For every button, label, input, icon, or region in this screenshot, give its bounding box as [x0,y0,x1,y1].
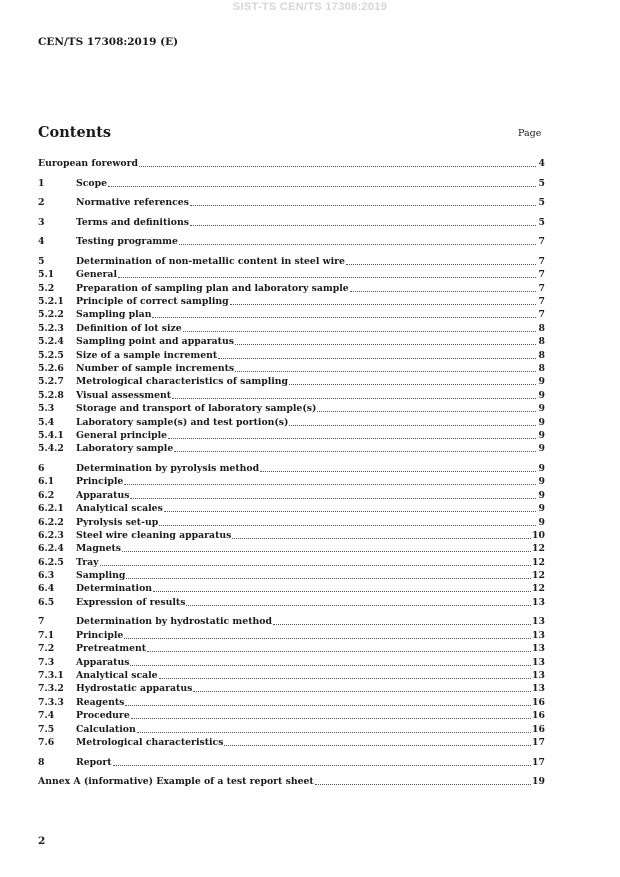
toc-entry-number: 5.2.8 [38,389,64,401]
toc-entry-number: 5.3 [38,403,55,415]
toc-entry[interactable] [38,502,545,515]
toc-dot-leader [137,723,531,733]
toc-dot-leader [289,416,536,426]
toc-entry-page: 9 [538,376,545,388]
toc-entry-page: 9 [538,503,545,515]
toc-entry-title: Pyrolysis set-up [76,516,159,528]
watermark: SIST-TS CEN/TS 17308:2019 [232,1,388,13]
toc-entry-title: Calculation [76,723,136,735]
toc-entry-page: 19 [532,776,545,788]
toc-entry-title: Analytical scales [76,503,163,515]
toc-dot-leader [315,775,531,785]
toc-entry-page: 13 [532,616,545,628]
toc-entry-title: Laboratory sample(s) and test portion(s) [76,416,289,428]
toc-dot-leader [317,402,536,412]
toc-entry-page: 13 [532,643,545,655]
toc-entry-page: 9 [538,389,545,401]
toc-entry-number: 5.4 [38,416,55,428]
toc-entry-title: Determination [76,583,153,595]
toc-dot-leader [172,389,536,399]
toc-entry-page: 16 [532,723,545,735]
toc-entry[interactable] [38,516,545,529]
toc-entry-title: General principle [76,429,168,441]
toc-entry[interactable] [38,308,545,321]
page-number: 2 [38,835,46,847]
toc-dot-leader [224,736,531,746]
toc-dot-leader [118,268,536,278]
toc-entry-page: 7 [538,309,545,321]
toc-dot-leader [153,582,531,592]
toc-dot-leader [350,282,536,292]
toc-entry-page: 10 [532,529,545,541]
toc-entry-title: Metrological characteristics of sampling [76,376,289,388]
toc-entry-page: 16 [532,696,545,708]
toc-entry-title: Apparatus [76,656,130,668]
toc-entry[interactable] [38,736,545,749]
toc-entry-number: 7.3.2 [38,683,64,695]
toc-entry-page: 9 [538,429,545,441]
toc-entry[interactable] [38,295,545,308]
toc-dot-leader [179,235,536,245]
toc-entry-page: 8 [538,336,545,348]
toc-entry-title: Expression of results [76,596,186,608]
toc-dot-leader [126,569,531,579]
toc-entry-number: 5.1 [38,269,55,281]
toc-dot-leader [235,335,536,345]
toc-entry[interactable] [38,322,545,335]
toc-entry-title: Size of a sample increment [76,349,218,361]
toc-entry-title: Storage and transport of laboratory sample(s) [76,403,317,415]
toc-entry[interactable] [38,775,545,788]
toc-entry-page: 12 [532,583,545,595]
document-id: CEN/TS 17308:2019 (E) [38,36,179,48]
toc-entry-number: 7.6 [38,736,55,748]
toc-entry-number: 4 [38,236,45,248]
toc-entry-title: Procedure [76,710,130,722]
toc-entry[interactable] [38,349,545,362]
toc-entry-title: Determination by hydrostatic method [76,616,272,628]
toc-dot-leader [159,516,536,526]
toc-dot-leader [100,556,531,566]
toc-dot-leader [164,502,536,512]
toc-dot-leader [235,362,536,372]
toc-entry-title: Sampling plan [76,309,152,321]
toc-dot-leader [108,177,536,187]
toc-dot-leader [130,489,536,499]
toc-entry-page: 13 [532,629,545,641]
toc-entry-number: 7.2 [38,643,55,655]
toc-entry-title: Principle [76,629,124,641]
toc-entry[interactable] [38,216,545,229]
toc-entry-number: 6.4 [38,583,55,595]
toc-entry-number: 6 [38,462,45,474]
toc-dot-leader [183,322,536,332]
toc-entry[interactable] [38,282,545,295]
toc-entry-number: 1 [38,177,45,189]
toc-entry[interactable] [38,196,545,209]
toc-dot-leader [122,542,531,552]
toc-dot-leader [130,656,531,666]
toc-entry[interactable] [38,556,545,569]
toc-dot-leader [113,756,532,766]
toc-entry[interactable] [38,723,545,736]
toc-entry[interactable] [38,157,545,170]
toc-dot-leader [193,682,531,692]
toc-entry-number: 7.5 [38,723,55,735]
toc-entry-number: 5.2.3 [38,322,64,334]
toc-dot-leader [139,157,536,167]
toc-entry-page: 17 [532,736,545,748]
toc-entry-number: 6.2.1 [38,503,64,515]
toc-entry-number: 8 [38,756,45,768]
toc-dot-leader [273,615,531,625]
toc-dot-leader [159,669,531,679]
toc-entry-page: 8 [538,349,545,361]
toc-entry-title: Metrological characteristics [76,736,224,748]
toc-entry-page: 17 [532,756,545,768]
toc-entry[interactable] [38,389,545,402]
toc-entry-page: 8 [538,363,545,375]
toc-entry-number: 7 [38,616,45,628]
toc-entry-title: Sampling [76,570,126,582]
toc-entry-number: 3 [38,216,45,228]
toc-entry[interactable] [38,669,545,682]
toc-entry-title: Normative references [76,197,189,209]
toc-entry-title: Scope [76,177,107,189]
toc-entry[interactable] [38,596,545,609]
toc-entry[interactable] [38,442,545,455]
toc-entry-page: 16 [532,710,545,722]
toc-entry-title: Definition of lot size [76,322,182,334]
toc-entry[interactable] [38,542,545,555]
toc-entry[interactable] [38,429,545,442]
toc-entry-page: 13 [532,683,545,695]
toc-entry[interactable] [38,569,545,582]
toc-dot-leader [190,196,536,206]
toc-entry[interactable] [38,177,545,190]
toc-dot-leader [346,255,536,265]
toc-entry[interactable] [38,362,545,375]
toc-entry-title: Reagents [76,696,125,708]
toc-dot-leader [124,475,536,485]
toc-entry-title: Magnets [76,543,122,555]
toc-entry[interactable] [38,462,545,475]
toc-entry[interactable] [38,416,545,429]
toc-dot-leader [174,442,536,452]
toc-entry-page: 7 [538,282,545,294]
toc-entry-page: 9 [538,476,545,488]
toc-entry-title: Hydrostatic apparatus [76,683,193,695]
toc-entry-title: Determination by pyrolysis method [76,462,260,474]
toc-entry-number: 5.2.1 [38,296,64,308]
toc-entry-page: 9 [538,462,545,474]
toc-entry-number: 5.2 [38,282,55,294]
toc-entry-number: 7.3.3 [38,696,64,708]
toc-entry-title: Report [76,756,112,768]
toc-entry-page: 5 [538,216,545,228]
toc-entry-number: 7.3.1 [38,669,64,681]
toc-entry-number: 5.2.4 [38,336,64,348]
toc-dot-leader [152,308,536,318]
toc-entry-number: 5.2.5 [38,349,64,361]
toc-entry[interactable] [38,709,545,722]
toc-dot-leader [260,462,536,472]
toc-entry-number: 6.2.4 [38,543,64,555]
toc-entry-number: 6.3 [38,570,55,582]
toc-entry[interactable] [38,529,545,542]
toc-entry[interactable] [38,255,545,268]
toc-entry-title: Visual assessment [76,389,172,401]
toc-entry-number: 6.2.2 [38,516,64,528]
toc-entry-page: 13 [532,596,545,608]
toc-entry[interactable] [38,335,545,348]
toc-entry-title: Number of sample increments [76,363,235,375]
toc-entry-title: Sampling point and apparatus [76,336,234,348]
toc-entry[interactable] [38,375,545,388]
toc-entry[interactable] [38,615,545,628]
toc-entry[interactable] [38,656,545,669]
toc-entry-title: Terms and definitions [76,216,189,228]
page-column-label: Page [518,128,542,139]
toc-entry[interactable] [38,756,545,769]
toc-entry-number: 6.2.3 [38,529,64,541]
toc-entry-page: 7 [538,236,545,248]
toc-entry-title: Annex A (informative) Example of a test report sheet [38,776,314,788]
toc-entry-title: European foreword [38,158,138,169]
toc-entry-number: 5.2.7 [38,376,64,388]
toc-dot-leader [218,349,536,359]
toc-entry-page: 9 [538,416,545,428]
toc-entry-title: Pretreatment [76,643,147,655]
toc-entry-number: 5 [38,255,45,267]
toc-entry-title: Preparation of sampling plan and laboratory sample [76,282,349,294]
toc-entry-page: 7 [538,296,545,308]
toc-dot-leader [131,709,531,719]
toc-entry[interactable] [38,582,545,595]
toc-entry-page: 8 [538,322,545,334]
toc-entry[interactable] [38,629,545,642]
toc-entry-page: 9 [538,443,545,455]
toc-entry-page: 12 [532,556,545,568]
toc-entry-page: 13 [532,669,545,681]
toc-entry[interactable] [38,642,545,655]
toc-entry[interactable] [38,475,545,488]
toc-entry-page: 9 [538,489,545,501]
toc-entry-number: 5.4.1 [38,429,64,441]
toc-entry-title: Principle [76,476,124,488]
toc-entry-number: 6.1 [38,476,55,488]
toc-entry-page: 4 [538,158,545,169]
contents-heading: Contents [38,124,112,141]
toc-entry-number: 7.1 [38,629,55,641]
toc-dot-leader [186,596,531,606]
toc-entry-title: Laboratory sample [76,443,174,455]
toc-entry-title: General [76,269,117,281]
toc-entry[interactable] [38,235,545,248]
toc-entry-number: 2 [38,197,45,209]
toc-entry-title: Apparatus [76,489,130,501]
toc-entry-number: 7.3 [38,656,55,668]
toc-entry-title: Testing programme [76,236,178,248]
toc-entry-title: Principle of correct sampling [76,296,229,308]
toc-entry-page: 7 [538,269,545,281]
toc-entry-title: Steel wire cleaning apparatus [76,529,232,541]
toc-entry[interactable] [38,402,545,415]
toc-entry-number: 6.2.5 [38,556,64,568]
toc-entry-page: 5 [538,177,545,189]
toc-entry[interactable] [38,268,545,281]
toc-dot-leader [190,216,536,226]
toc-dot-leader [125,696,531,706]
toc-entry-number: 5.2.6 [38,363,64,375]
toc-entry-page: 7 [538,255,545,267]
toc-entry-number: 6.2 [38,489,55,501]
toc-entry-number: 5.4.2 [38,443,64,455]
toc-dot-leader [147,642,531,652]
toc-entry-number: 6.5 [38,596,55,608]
toc-entry-page: 9 [538,516,545,528]
toc-entry[interactable] [38,696,545,709]
toc-entry-number: 7.4 [38,710,55,722]
toc-dot-leader [289,375,536,385]
toc-entry[interactable] [38,489,545,502]
toc-entry-number: 5.2.2 [38,309,64,321]
toc-entry-page: 13 [532,656,545,668]
table-of-contents [38,157,545,788]
toc-entry-page: 9 [538,403,545,415]
toc-entry[interactable] [38,682,545,695]
toc-entry-title: Determination of non-metallic content in steel wire [76,255,345,267]
toc-dot-leader [124,629,531,639]
toc-dot-leader [168,429,536,439]
toc-entry-page: 5 [538,197,545,209]
toc-dot-leader [232,529,531,539]
toc-entry-title: Tray [76,556,99,568]
toc-entry-title: Analytical scale [76,669,158,681]
toc-dot-leader [230,295,536,305]
toc-entry-page: 12 [532,543,545,555]
toc-entry-page: 12 [532,570,545,582]
